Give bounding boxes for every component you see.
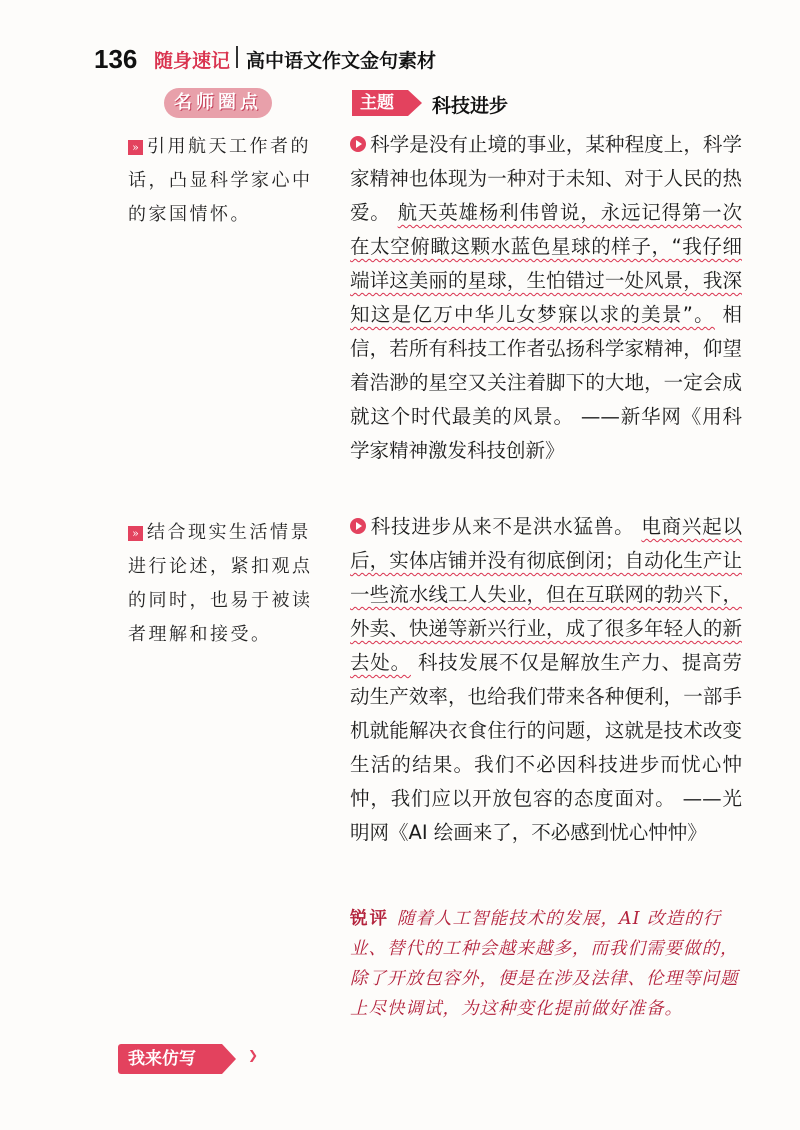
imitate-writing-tab: 我来仿写 — [118, 1044, 222, 1074]
sidebar-note — [128, 516, 328, 652]
passage-source: ——新华网《用科学家精神激发科技创新》 — [350, 405, 742, 462]
highlighted-text: 电商兴起以后，实体店铺并没有彻底倒闭；自动化生产让一些流水线工人失业，但在互联网的勃兴下，外卖、快递等新兴行业，成了很多年轻人的新去处。 — [350, 515, 742, 674]
sidebar-note-text: 结合现实生活情景进行论述，紧扣观点的同时，也易于被读者理解和接受。 — [128, 522, 313, 645]
book-title: 高中语文作文金句素材 — [246, 50, 437, 72]
play-circle-icon — [350, 136, 366, 152]
teacher-notes-badge: 名师圈点 — [164, 88, 272, 118]
page-number: 136 — [94, 44, 138, 74]
highlighted-text: 航天英雄杨利伟曾说，永远记得第一次在太空俯瞰这颗水蓝色星球的样子，“我仔细端详这美丽的星球，生怕错过一处风景，我深知这是亿万中华儿女梦寐以求的美景”。 — [350, 201, 742, 326]
sidebar-note — [128, 130, 328, 232]
sidebar-note-text: 引用航天工作者的话，凸显科学家心中的家国情怀。 — [128, 136, 313, 225]
passage-text: 科学是没有止境的事业，某种程度上，科学家精神也体现为一种对于未知、对于人民的热爱。 — [350, 133, 742, 224]
passage-text: 相信，若所有科技工作者弘扬科学家精神，仰望着浩渺的星空又关注着脚下的大地，一定会成就这个时代最美的风景。 — [350, 303, 742, 428]
passage-source: ——光明网《AI 绘画来了，不必感到忧心忡忡》 — [350, 787, 742, 844]
header-divider — [236, 46, 238, 68]
series-brand: 随身速记 — [154, 50, 231, 72]
double-chevron-icon: » — [128, 140, 143, 155]
play-circle-icon — [350, 518, 366, 534]
tick-icon: ❯ — [248, 1048, 259, 1062]
double-chevron-icon: » — [128, 526, 143, 541]
quote-passage — [350, 128, 742, 468]
passage-text: 科技发展不仅是解放生产力、提高劳动生产效率，也给我们带来各种便利，一部手机就能解决衣食住行的问题，这就是技术改变生活的结果。我们不必因科技进步而忧心忡忡，我们应以开放包容的态度面对。 — [350, 651, 742, 810]
passage-text: 科技进步从来不是洪水猛兽。 — [370, 515, 635, 538]
comment-label: 锐评 — [350, 909, 389, 929]
quote-passage — [350, 510, 742, 850]
comment-text: 随着人工智能技术的发展，AI 改造的行业、替代的工种会越来越多，而我们需要做的，除了开放包容外，便是在涉及法律、伦理等问题上尽快调试，为这种变化提前做好准备。 — [350, 909, 739, 1019]
sharp-comment — [350, 904, 748, 1024]
theme-title: 科技进步 — [432, 95, 509, 117]
theme-badge: 主题 — [352, 90, 408, 116]
